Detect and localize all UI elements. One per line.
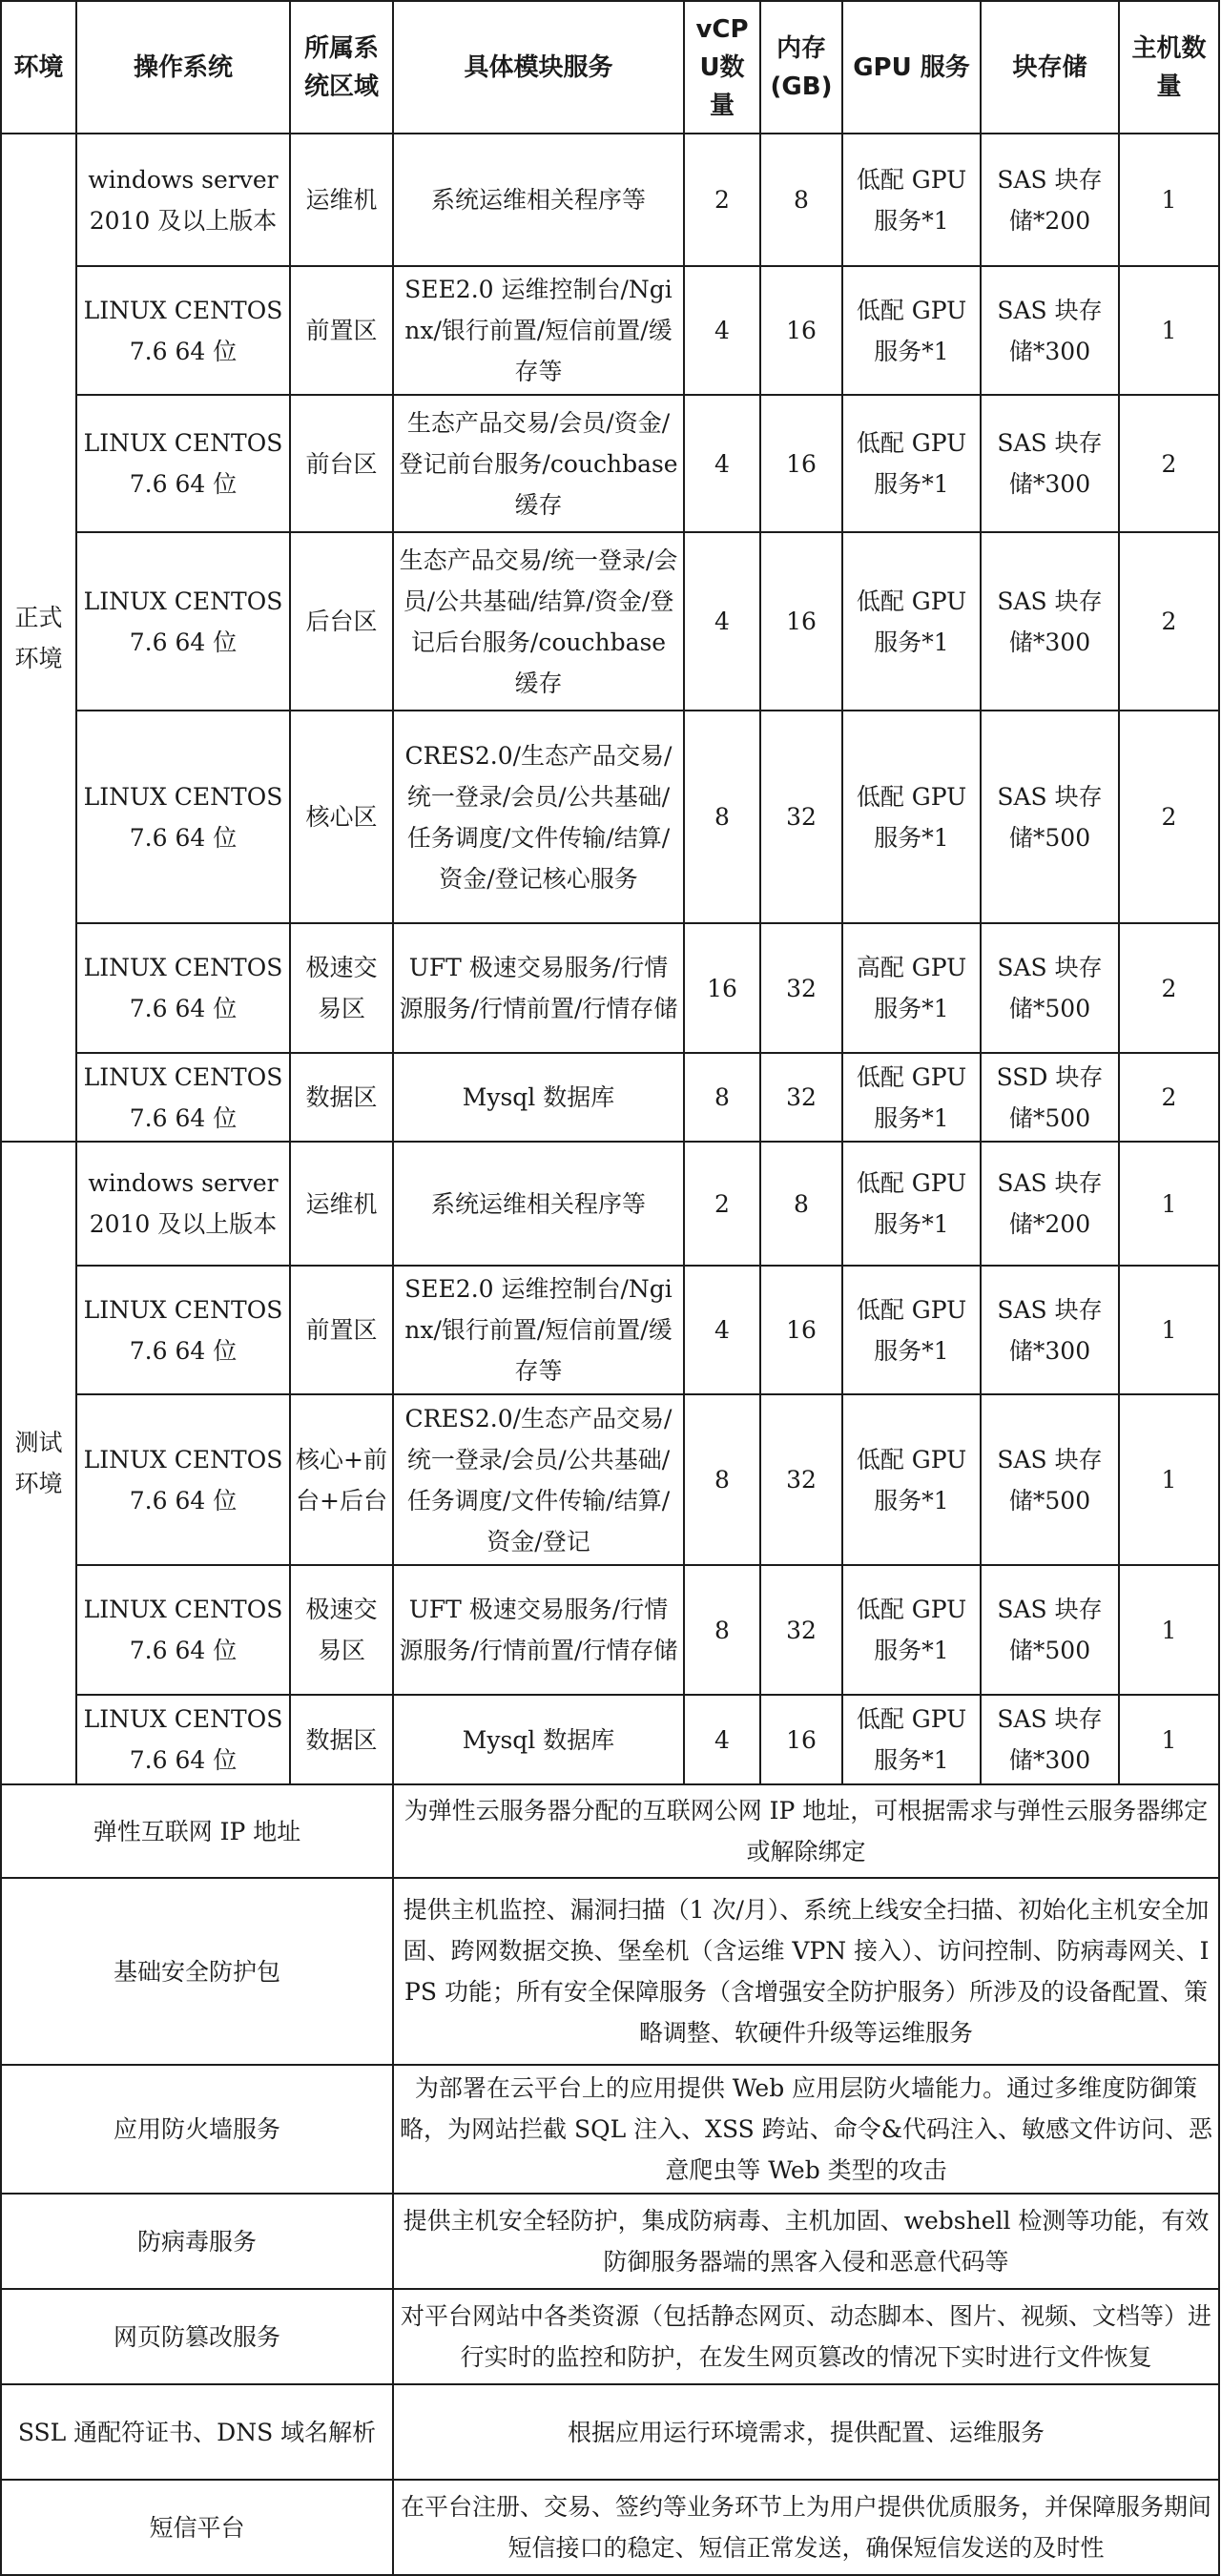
hosts-cell: 1 [1119, 134, 1219, 266]
zone-cell: 前台区 [290, 395, 393, 532]
hosts-cell: 2 [1119, 395, 1219, 532]
storage-cell: SSD 块存储*500 [981, 1053, 1119, 1142]
vcpu-cell: 4 [684, 1695, 760, 1784]
vcpu-cell: 4 [684, 266, 760, 395]
memory-cell: 32 [760, 1053, 842, 1142]
storage-cell: SAS 块存储*500 [981, 1394, 1119, 1565]
header-memory: 内存(GB) [760, 1, 842, 134]
vcpu-cell: 8 [684, 1565, 760, 1695]
service-row [1, 2384, 1219, 2480]
header-zone: 所属系统区域 [290, 1, 393, 134]
service-row [1, 2194, 1219, 2289]
storage-cell: SAS 块存储*500 [981, 711, 1119, 923]
hosts-cell: 2 [1119, 923, 1219, 1053]
header-storage: 块存储 [981, 1, 1119, 134]
storage-cell: SAS 块存储*200 [981, 1142, 1119, 1266]
service-cell: 生态产品交易/统一登录/会员/公共基础/结算/资金/登记后台服务/couchbase 缓存 [393, 532, 684, 711]
memory-cell: 16 [760, 1266, 842, 1394]
os-cell: LINUX CENTOS 7.6 64 位 [76, 1394, 290, 1565]
vcpu-cell: 8 [684, 1053, 760, 1142]
gpu-cell: 低配 GPU 服务*1 [842, 1266, 981, 1394]
table-row [1, 1394, 1219, 1565]
memory-cell: 16 [760, 1695, 842, 1784]
os-cell: windows server2010 及以上版本 [76, 1142, 290, 1266]
storage-cell: SAS 块存储*500 [981, 1565, 1119, 1695]
service-name: 应用防火墙服务 [1, 2065, 393, 2194]
vcpu-cell: 4 [684, 1266, 760, 1394]
memory-cell: 16 [760, 532, 842, 711]
memory-cell: 32 [760, 1565, 842, 1695]
table-row [1, 923, 1219, 1053]
header-vcpu: vCPU数量 [684, 1, 760, 134]
table-row [1, 1053, 1219, 1142]
memory-cell: 16 [760, 395, 842, 532]
header-os: 操作系统 [76, 1, 290, 134]
gpu-cell: 高配 GPU 服务*1 [842, 923, 981, 1053]
gpu-cell: 低配 GPU 服务*1 [842, 532, 981, 711]
table-row [1, 1142, 1219, 1266]
memory-cell: 32 [760, 711, 842, 923]
table-row [1, 134, 1219, 266]
storage-cell: SAS 块存储*300 [981, 266, 1119, 395]
gpu-cell: 低配 GPU 服务*1 [842, 1053, 981, 1142]
memory-cell: 32 [760, 1394, 842, 1565]
header-row [1, 1, 1219, 134]
vcpu-cell: 4 [684, 395, 760, 532]
header-service: 具体模块服务 [393, 1, 684, 134]
os-cell: windows server2010 及以上版本 [76, 134, 290, 266]
memory-cell: 16 [760, 266, 842, 395]
service-description: 在平台注册、交易、签约等业务环节上为用户提供优质服务，并保障服务期间短信接口的稳定、短信正常发送，确保短信发送的及时性 [393, 2480, 1219, 2575]
storage-cell: SAS 块存储*300 [981, 1266, 1119, 1394]
gpu-cell: 低配 GPU 服务*1 [842, 1565, 981, 1695]
service-cell: CRES2.0/生态产品交易/统一登录/会员/公共基础/任务调度/文件传输/结算/资金/登记核心服务 [393, 711, 684, 923]
gpu-cell: 低配 GPU 服务*1 [842, 1142, 981, 1266]
service-row [1, 2480, 1219, 2575]
storage-cell: SAS 块存储*300 [981, 395, 1119, 532]
service-name: 网页防篡改服务 [1, 2289, 393, 2384]
zone-cell: 极速交易区 [290, 923, 393, 1053]
service-name: 防病毒服务 [1, 2194, 393, 2289]
hosts-cell: 1 [1119, 1565, 1219, 1695]
os-cell: LINUX CENTOS 7.6 64 位 [76, 395, 290, 532]
os-cell: LINUX CENTOS 7.6 64 位 [76, 1053, 290, 1142]
hosts-cell: 1 [1119, 1266, 1219, 1394]
service-name: 短信平台 [1, 2480, 393, 2575]
service-name: 弹性互联网 IP 地址 [1, 1784, 393, 1878]
os-cell: LINUX CENTOS 7.6 64 位 [76, 266, 290, 395]
table-row [1, 711, 1219, 923]
service-description: 为弹性云服务器分配的互联网公网 IP 地址，可根据需求与弹性云服务器绑定或解除绑定 [393, 1784, 1219, 1878]
gpu-cell: 低配 GPU 服务*1 [842, 266, 981, 395]
service-cell: UFT 极速交易服务/行情源服务/行情前置/行情存储 [393, 1565, 684, 1695]
os-cell: LINUX CENTOS 7.6 64 位 [76, 1266, 290, 1394]
storage-cell: SAS 块存储*200 [981, 134, 1119, 266]
table-row [1, 1565, 1219, 1695]
os-cell: LINUX CENTOS 7.6 64 位 [76, 923, 290, 1053]
service-description: 对平台网站中各类资源（包括静态网页、动态脚本、图片、视频、文档等）进行实时的监控和防护，在发生网页篡改的情况下实时进行文件恢复 [393, 2289, 1219, 2384]
service-row [1, 2065, 1219, 2194]
memory-cell: 8 [760, 134, 842, 266]
zone-cell: 极速交易区 [290, 1565, 393, 1695]
os-cell: LINUX CENTOS 7.6 64 位 [76, 1695, 290, 1784]
memory-cell: 32 [760, 923, 842, 1053]
service-row [1, 1784, 1219, 1878]
service-cell: UFT 极速交易服务/行情源服务/行情前置/行情存储 [393, 923, 684, 1053]
vcpu-cell: 4 [684, 532, 760, 711]
service-cell: 系统运维相关程序等 [393, 134, 684, 266]
zone-cell: 前置区 [290, 266, 393, 395]
header-env: 环境 [1, 1, 76, 134]
service-description: 根据应用运行环境需求，提供配置、运维服务 [393, 2384, 1219, 2480]
hosts-cell: 2 [1119, 532, 1219, 711]
zone-cell: 前置区 [290, 1266, 393, 1394]
service-cell: CRES2.0/生态产品交易/统一登录/会员/公共基础/任务调度/文件传输/结算/资金/登记 [393, 1394, 684, 1565]
zone-cell: 运维机 [290, 134, 393, 266]
service-description: 提供主机监控、漏洞扫描（1 次/月）、系统上线安全扫描、初始化主机安全加固、跨网数据交换、堡垒机（含运维 VPN 接入）、访问控制、防病毒网关、IPS 功能；所有安全保障服务（含增强安全防护服务）所涉及的设备配置、策略调整、软硬件升级等运维服务 [393, 1878, 1219, 2065]
service-row [1, 1878, 1219, 2065]
header-hosts: 主机数量 [1119, 1, 1219, 134]
env-testing: 测试环境 [1, 1142, 76, 1784]
service-name: SSL 通配符证书、DNS 域名解析 [1, 2384, 393, 2480]
hosts-cell: 1 [1119, 1695, 1219, 1784]
vcpu-cell: 2 [684, 1142, 760, 1266]
zone-cell: 运维机 [290, 1142, 393, 1266]
table-row [1, 1695, 1219, 1784]
os-cell: LINUX CENTOS 7.6 64 位 [76, 532, 290, 711]
os-cell: LINUX CENTOS 7.6 64 位 [76, 711, 290, 923]
memory-cell: 8 [760, 1142, 842, 1266]
gpu-cell: 低配 GPU 服务*1 [842, 395, 981, 532]
gpu-cell: 低配 GPU 服务*1 [842, 134, 981, 266]
service-cell: SEE2.0 运维控制台/Nginx/银行前置/短信前置/缓存等 [393, 266, 684, 395]
hosts-cell: 1 [1119, 266, 1219, 395]
table-row [1, 266, 1219, 395]
service-cell: 系统运维相关程序等 [393, 1142, 684, 1266]
zone-cell: 核心+前台+后台 [290, 1394, 393, 1565]
service-description: 为部署在云平台上的应用提供 Web 应用层防火墙能力。通过多维度防御策略，为网站拦截 SQL 注入、XSS 跨站、命令&代码注入、敏感文件访问、恶意爬虫等 Web 类型的攻击 [393, 2065, 1219, 2194]
storage-cell: SAS 块存储*500 [981, 923, 1119, 1053]
zone-cell: 数据区 [290, 1053, 393, 1142]
storage-cell: SAS 块存储*300 [981, 1695, 1119, 1784]
hosts-cell: 1 [1119, 1394, 1219, 1565]
header-gpu: GPU 服务 [842, 1, 981, 134]
table-row [1, 532, 1219, 711]
vcpu-cell: 2 [684, 134, 760, 266]
table-row [1, 395, 1219, 532]
storage-cell: SAS 块存储*300 [981, 532, 1119, 711]
zone-cell: 后台区 [290, 532, 393, 711]
zone-cell: 数据区 [290, 1695, 393, 1784]
os-cell: LINUX CENTOS 7.6 64 位 [76, 1565, 290, 1695]
env-production: 正式环境 [1, 134, 76, 1142]
service-cell: 生态产品交易/会员/资金/登记前台服务/couchbase 缓存 [393, 395, 684, 532]
vcpu-cell: 8 [684, 1394, 760, 1565]
gpu-cell: 低配 GPU 服务*1 [842, 1394, 981, 1565]
zone-cell: 核心区 [290, 711, 393, 923]
table-row [1, 1266, 1219, 1394]
service-cell: Mysql 数据库 [393, 1695, 684, 1784]
service-name: 基础安全防护包 [1, 1878, 393, 2065]
gpu-cell: 低配 GPU 服务*1 [842, 711, 981, 923]
service-cell: Mysql 数据库 [393, 1053, 684, 1142]
vcpu-cell: 16 [684, 923, 760, 1053]
vcpu-cell: 8 [684, 711, 760, 923]
hosts-cell: 1 [1119, 1142, 1219, 1266]
gpu-cell: 低配 GPU 服务*1 [842, 1695, 981, 1784]
hosts-cell: 2 [1119, 711, 1219, 923]
hosts-cell: 2 [1119, 1053, 1219, 1142]
service-description: 提供主机安全轻防护，集成防病毒、主机加固、webshell 检测等功能，有效防御服务器端的黑客入侵和恶意代码等 [393, 2194, 1219, 2289]
service-cell: SEE2.0 运维控制台/Nginx/银行前置/短信前置/缓存等 [393, 1266, 684, 1394]
service-row [1, 2289, 1219, 2384]
